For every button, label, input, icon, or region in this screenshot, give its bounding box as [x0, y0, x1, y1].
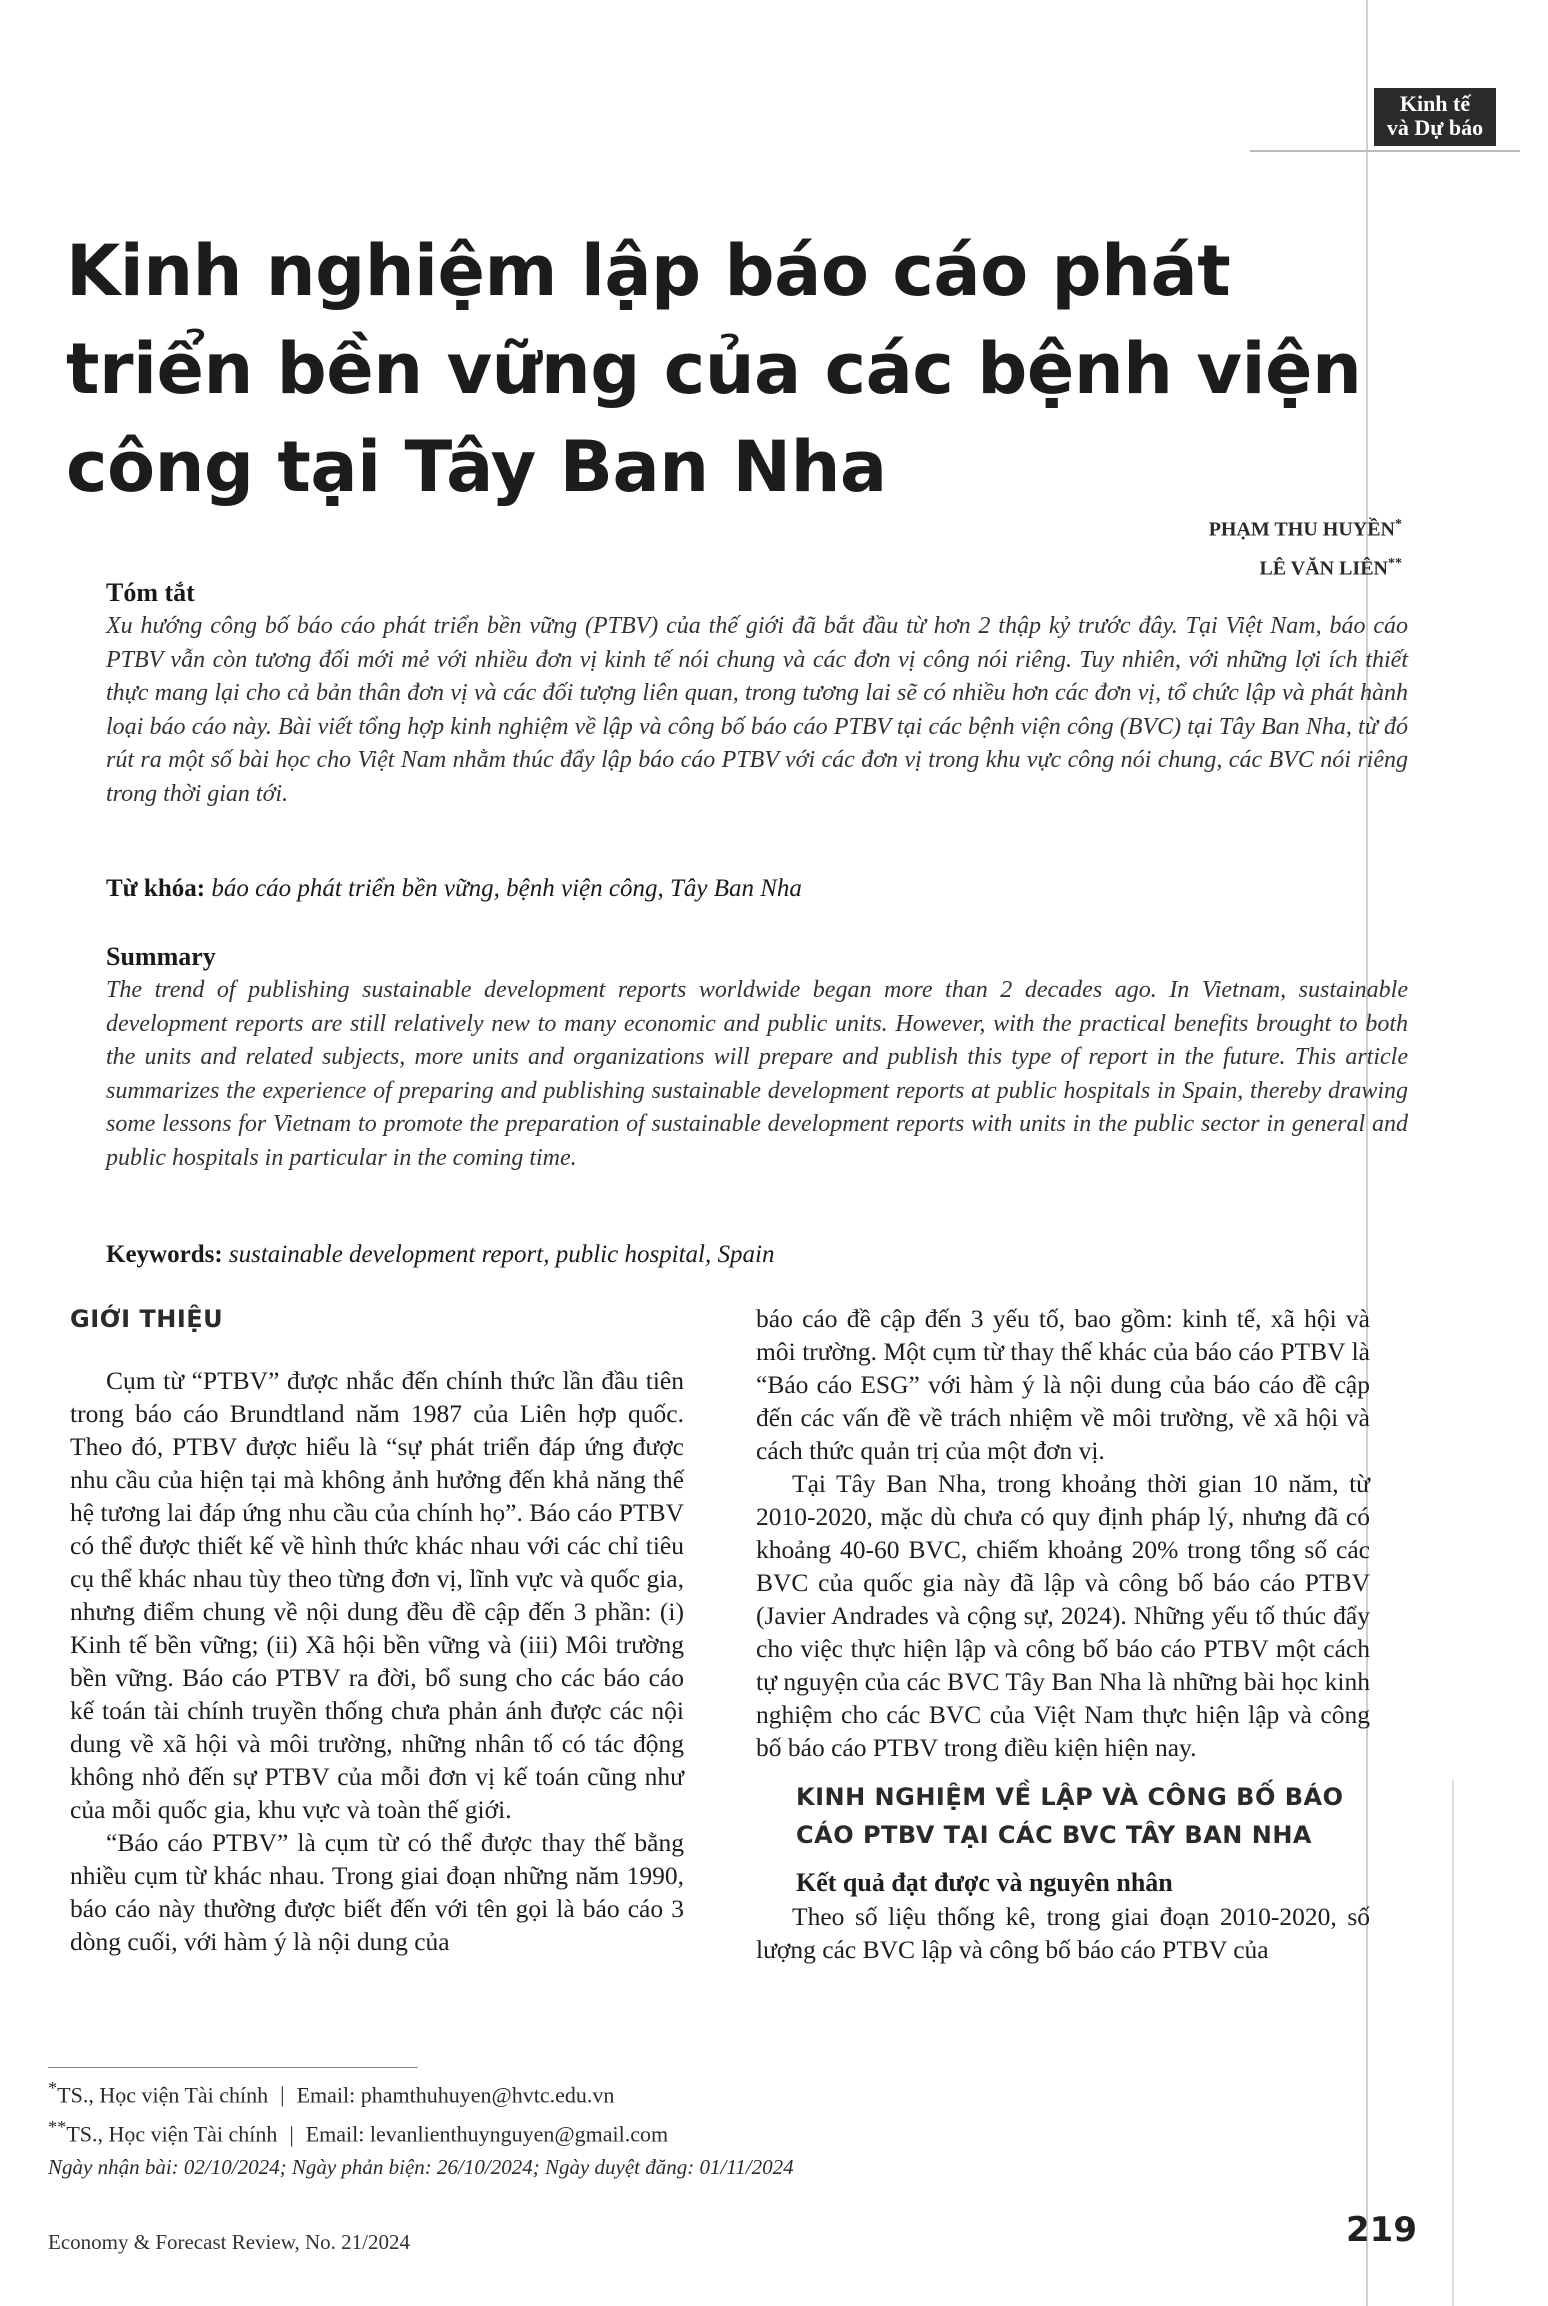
author-list — [1209, 508, 1402, 585]
abstract-en-text: The trend of publishing sustainable development reports worldwide began more than 2 decades ago. In Vietnam, sustainable development reports are still relatively new to many economic and public units. However, with the practical benefits brought to both the units and related subjects, more units and organizations will prepare and publish this type of report in the future. This article summarizes the experience of preparing and publishing sustainable development reports at public hospitals in Spain, thereby drawing some lessons for Vietnam to promote the preparation of sustainable development reports with units in the public sector in general and public hospitals in particular in the coming time. — [106, 977, 1408, 1171]
author-2: LÊ VĂN LIÊN** — [1259, 555, 1402, 580]
journal-masthead-logo — [1374, 88, 1496, 146]
intro-paragraph-2: “Báo cáo PTBV” là cụm từ có thể được thay thế bằng nhiều cụm từ khác nhau. Trong giai đoạn những năm 1990, báo cáo này thường được biết đến với tên gọi là báo cáo 3 dòng cuối, với hàm ý là nội dung của — [70, 1828, 684, 1956]
left-column — [70, 1300, 684, 1958]
masthead-line1: Kinh tế — [1399, 91, 1471, 116]
footnote-1: *TS., Học viện Tài chính | Email: phamthuhuyen@hvtc.edu.vn — [48, 2078, 615, 2108]
masthead-line2: và Dự báo — [1386, 115, 1484, 140]
header-rule — [1250, 150, 1520, 152]
section-heading-intro: GIỚI THIỆU — [70, 1305, 224, 1333]
abstract-en-heading: Summary — [106, 942, 216, 971]
author-1: PHẠM THU HUYỀN* — [1208, 517, 1402, 541]
journal-footer: Economy & Forecast Review, No. 21/2024 — [48, 2230, 410, 2254]
section-heading-experience: KINH NGHIỆM VỀ LẬP VÀ CÔNG BỐ BÁO CÁO PTBV TẠI CÁC BVC TÂY BAN NHA — [796, 1783, 1344, 1849]
right-paragraph-1: báo cáo đề cập đến 3 yếu tố, bao gồm: kinh tế, xã hội và môi trường. Một cụm từ thay thế khác của báo cáo PTBV là “Báo cáo ESG” với hàm ý là nội dung của báo cáo đề cập đến các vấn đề về trách nhiệm về môi trường, về xã hội và cách thức quản trị của một đơn vị. — [756, 1304, 1370, 1465]
page-number: 219 — [1346, 2210, 1417, 2250]
keywords-vi-values: báo cáo phát triển bền vững, bệnh viện công, Tây Ban Nha — [211, 875, 802, 902]
keywords-vi — [106, 872, 1408, 906]
footnotes — [48, 2072, 1148, 2184]
footnote-2: **TS., Học viện Tài chính | Email: levanlienthuynguyen@gmail.com — [48, 2117, 669, 2147]
abstract-vi — [106, 576, 1408, 811]
page-edge-line-lower — [1452, 1780, 1454, 2306]
abstract-en — [106, 940, 1408, 1175]
right-column — [756, 1302, 1370, 1966]
abstract-vi-text: Xu hướng công bố báo cáo phát triển bền vững (PTBV) của thế giới đã bắt đầu từ hơn 2 thập kỷ trước đây. Tại Việt Nam, báo cáo PTBV vẫn còn tương đối mới mẻ với nhiều đơn vị kinh tế nói chung và các đơn vị công nói riêng. Tuy nhiên, với những lợi ích thiết thực mang lại cho cả bản thân đơn vị và các đối tượng liên quan, trong tương lai sẽ có nhiều hơn các đơn vị, tổ chức lập và phát hành loại báo cáo này. Bài viết tổng hợp kinh nghiệm về lập và công bố báo cáo PTBV tại các bệnh viện công (BVC) tại Tây Ban Nha, từ đó rút ra một số bài học cho Việt Nam nhằm thúc đẩy lập báo cáo PTBV với các đơn vị trong khu vực công nói chung, các BVC nói riêng trong thời gian tới. — [106, 613, 1408, 807]
right-paragraph-3: Theo số liệu thống kê, trong giai đoạn 2010-2020, số lượng các BVC lập và công bố báo cáo PTBV của — [756, 1902, 1370, 1964]
article-dates: Ngày nhận bài: 02/10/2024; Ngày phản biện: 26/10/2024; Ngày duyệt đăng: 01/11/2024 — [48, 2154, 794, 2179]
keywords-en-label: Keywords: — [106, 1241, 223, 1268]
article-title: Kinh nghiệm lập báo cáo phát triển bền vững của các bệnh viện công tại Tây Ban Nha — [66, 230, 1362, 508]
keywords-en-values: sustainable development report, public hospital, Spain — [228, 1241, 775, 1268]
keywords-vi-label: Từ khóa: — [106, 875, 206, 902]
keywords-en — [106, 1238, 1408, 1272]
right-paragraph-2: Tại Tây Ban Nha, trong khoảng thời gian 10 năm, từ 2010-2020, mặc dù chưa có quy định pháp lý, nhưng đã có khoảng 40-60 BVC, chiếm khoảng 20% trong tổng số các BVC của quốc gia này đã lập và công bố báo cáo PTBV (Javier Andrades và cộng sự, 2024). Những yếu tố thúc đẩy cho việc thực hiện lập và công bố báo cáo PTBV một cách tự nguyện của các BVC Tây Ban Nha là những bài học kinh nghiệm cho các BVC của Việt Nam thực hiện lập và công bố báo cáo PTBV trong điều kiện hiện nay. — [756, 1469, 1370, 1762]
subheading-results: Kết quả đạt được và nguyên nhân — [796, 1868, 1173, 1897]
abstract-vi-heading: Tóm tắt — [106, 578, 195, 607]
intro-paragraph-1: Cụm từ “PTBV” được nhắc đến chính thức lần đầu tiên trong báo cáo Brundtland năm 1987 của Liên hợp quốc. Theo đó, PTBV được hiểu là “sự phát triển đáp ứng được nhu cầu của hiện tại mà không ảnh hưởng đến khả năng thế hệ tương lai đáp ứng nhu cầu của chính họ”. Báo cáo PTBV có thể được thiết kế về hình thức khác nhau với các chỉ tiêu cụ thể khác nhau tùy theo từng đơn vị, lĩnh vực và quốc gia, nhưng điểm chung về nội dung đều đề cập đến 3 phần: (i) Kinh tế bền vững; (ii) Xã hội bền vững và (iii) Môi trường bền vững. Báo cáo PTBV ra đời, bổ sung cho các báo cáo kế toán tài chính truyền thống chưa phản ánh được các nội dung về xã hội và môi trường, những nhân tố có tác động không nhỏ đến sự PTBV của mỗi đơn vị kế toán cũng như của mỗi quốc gia, khu vực và toàn thế giới. — [70, 1366, 684, 1824]
footnote-rule — [48, 2067, 418, 2068]
